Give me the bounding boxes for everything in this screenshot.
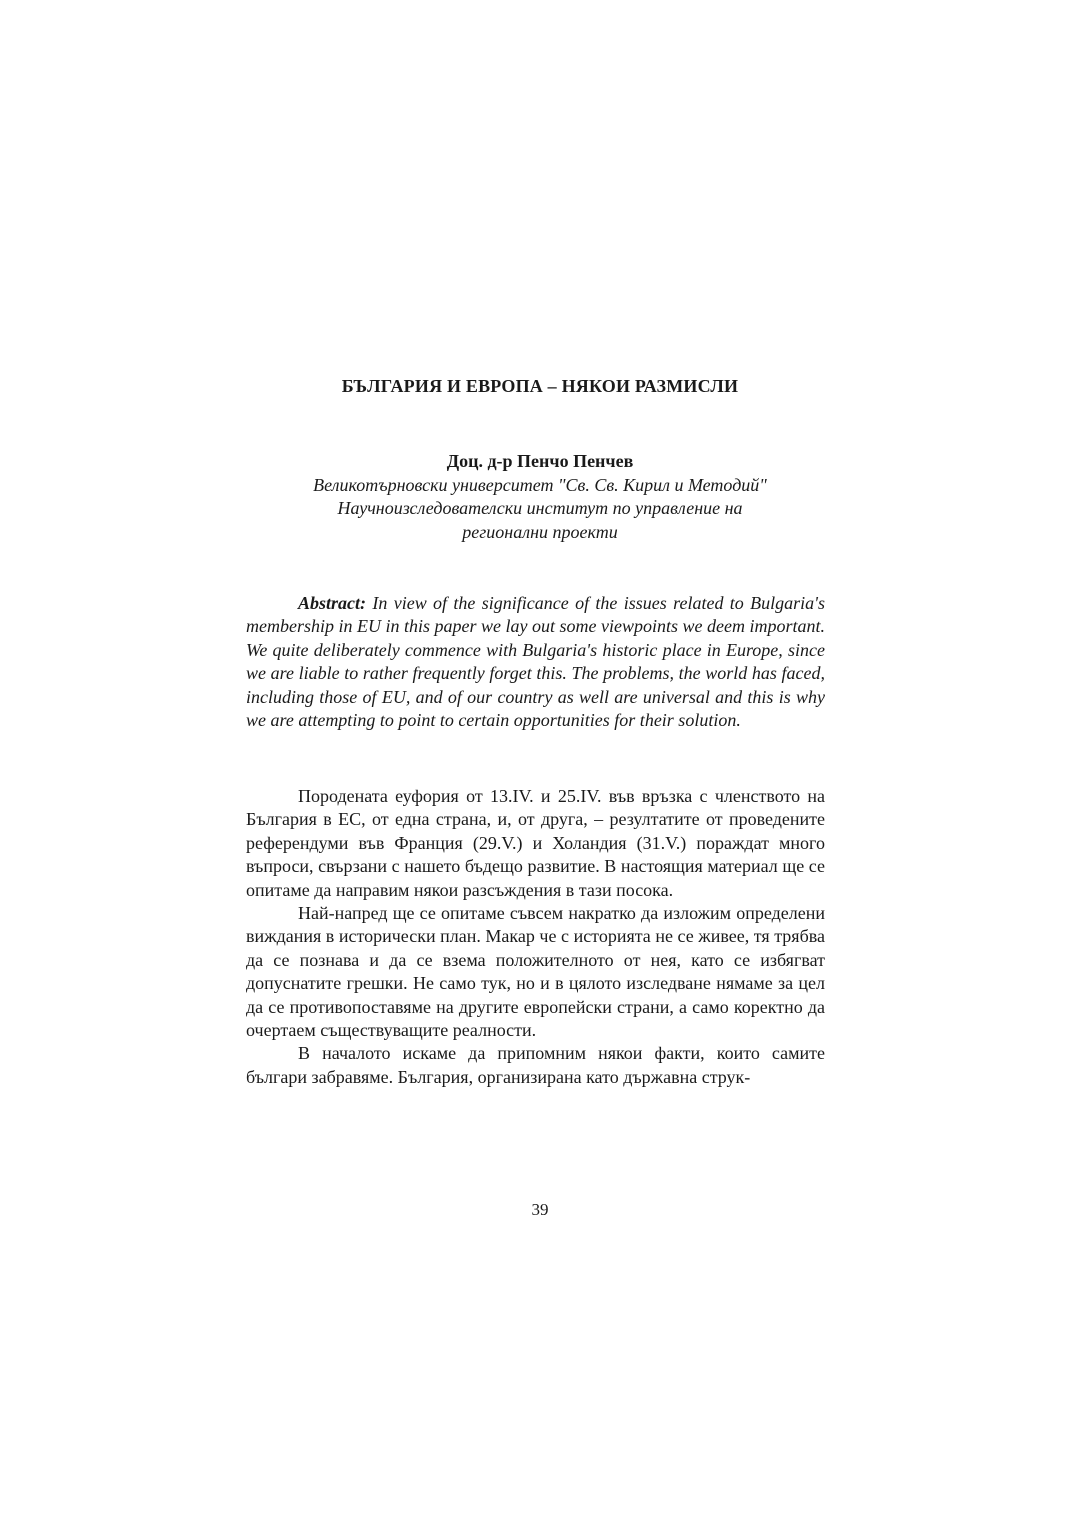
body-paragraph: Най-напред ще се опитаме съвсем накратко да изложим определени виждания в исторически план. Макар че с историята не се живее, тя трябва да се познава и да се взема положителното от нея, като се избягват допуснатите грешки. Не само тук, но и в цялото изследване нямаме за цел да се противопоставяме на другите европейски страни, а само коректно да очертаем съществуващите реалности. (246, 903, 825, 1041)
body-text (246, 785, 825, 1089)
abstract-paragraph (246, 592, 825, 732)
abstract-label: Abstract: (298, 593, 367, 613)
page-number: 39 (531, 1200, 549, 1219)
article-title: БЪЛГАРИЯ И ЕВРОПА – НЯКОИ РАЗМИСЛИ (341, 376, 739, 396)
affiliation-university: Великотърновски университет "Св. Св. Кирил и Методий" (313, 474, 767, 495)
abstract (246, 592, 825, 732)
body-paragraph: В началото искаме да припомним някои факти, които самите българи забравяме. България, организирана като държавна струк- (246, 1043, 825, 1087)
affiliation-institute: Научноизследователски институт по управление на (337, 498, 743, 518)
body-paragraph: Породената еуфория от 13.IV. и 25.IV. във връзка с членството на България в ЕС, от една страна, и, от друга, – резултатите от проведените референдуми във Франция (29.V.) и Холандия (31.V.) пораждат много въпроси, свързани с нашето бъдещо развитие. В настоящия материал ще се опитаме да направим някои разсъждения в тази посока. (246, 786, 825, 900)
abstract-text: In view of the significance of the issues related to Bulgaria's membership in EU in this paper we lay out some viewpoints we deem important. We quite deliberately commence with Bulgaria's historic place in Europe, since we are liable to rather frequently forget this. The problems, the world has faced, including those of EU, and of our country as well are universal and this is why we are attempting to point to certain opportunities for their solution. (246, 593, 826, 731)
author-name: Доц. д-р Пенчо Пенчев (446, 451, 634, 471)
author-block (200, 450, 880, 544)
affiliation-institute-cont: регионални проекти (462, 521, 618, 542)
